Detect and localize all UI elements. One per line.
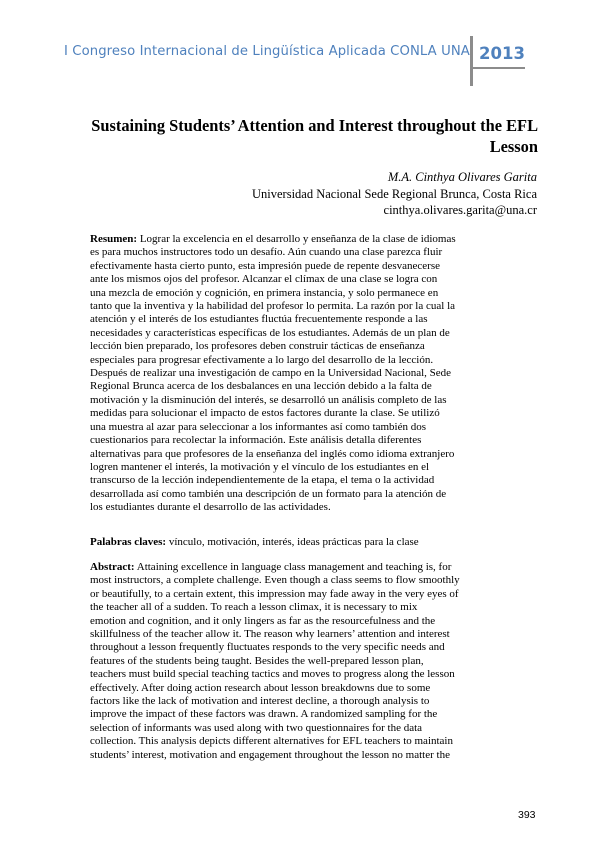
resumen-line: ante los mismos ojos del profesor. Alcanzar el clímax de una clase se logra con <box>90 273 438 286</box>
abstract-line: the teacher all of a sudden. To reach a lesson climax, it is necessary to mix <box>90 601 418 614</box>
resumen-line: medidas para solucionar el impacto de estos factores durante la clase. Se utilizó <box>90 407 440 420</box>
abstract-line: collection. This analysis depicts different alternatives for EFL teachers to maintain <box>90 735 453 748</box>
abstract-line: effectively. After doing action research about lesson breakdowns due to some <box>90 681 431 694</box>
author-name: M.A. Cinthya Olivares Garita <box>387 170 537 184</box>
abstract-line: students’ interest, motivation and engagement throughout the lesson no matter the <box>90 748 450 761</box>
abstract-line: throughout a lesson frequently fluctuates responds to the very specific needs and <box>90 641 445 654</box>
resumen-line: lección bien preparado, los profesores deben construir tácticas de enseñanza <box>90 340 425 353</box>
abstract-line: improve the impact of these factors was drawn. A randomized sampling for the <box>90 708 438 721</box>
resumen-line: los estudiantes durante el desarrollo de las actividades. <box>90 501 331 514</box>
conference-title: I Congreso Internacional de Lingüística Aplicada CONLA UNA <box>64 44 470 59</box>
author-email: cinthya.olivares.garita@una.cr <box>383 203 537 217</box>
resumen-line: Resumen: Lograr la excelencia en el desarrollo y enseñanza de la clase de idiomas <box>90 233 456 245</box>
paper-title <box>40 115 538 157</box>
header-horizontal-rule <box>473 67 525 69</box>
resumen-line: cuestionarios para recolectar la información. Este análisis detalla diferentes <box>90 434 422 447</box>
abstract-line: or beautifully, to a certain extent, this impression may fade away in the very eyes of <box>90 587 459 600</box>
conference-year: 2013 <box>479 44 525 63</box>
resumen-line: una mezcla de emoción y cognición, en primera instancia, y solo permanece en <box>90 286 439 299</box>
abstract-line: most instructors, a complete challenge. Even though a class seems to flow smoothly <box>90 574 460 587</box>
abstract-paragraph <box>90 561 504 762</box>
resumen-line: atención y el interés de los estudiantes fluctúa frecuentemente responde a las <box>90 313 428 326</box>
abstract-label: Abstract: <box>90 561 135 573</box>
abstract-line: skillfulness of the teacher allow it. The reason why learners’ attention and interest <box>90 628 450 641</box>
resumen-line: efectivamente hasta cierto punto, esta impresión puede de repente desvanecerse <box>90 259 441 272</box>
keywords-paragraph <box>90 536 502 549</box>
abstract-line: teachers must build special teaching tactics and moves to progress along the lesson <box>90 668 455 681</box>
resumen-line: desarrollada así como también una descripción de un formato para la atención de <box>90 487 447 500</box>
resumen-line: es para muchos instructores todo un desafío. Aún cuando una clase parezca fluir <box>90 246 443 259</box>
paper-title-line-2: Lesson <box>489 137 538 156</box>
resumen-line: transcurso de la lección independientemente de la etapa, el tema o la actividad <box>90 474 435 487</box>
resumen-line: tanto que la inventiva y la habilidad del profesor lo permita. La razón por la cual la <box>90 300 456 313</box>
resumen-paragraph <box>90 233 502 515</box>
abstract-line: features of the students being taught. Besides the well-prepared lesson plan, <box>90 654 424 667</box>
resumen-line: Después de realizar una investigación de campo en la Universidad Nacional, Sede <box>90 367 452 380</box>
keywords-line <box>90 536 502 549</box>
page-number: 393 <box>518 809 536 821</box>
resumen-line: alternativas para que profesores de la enseñanza del inglés como idioma extranjero <box>90 447 455 460</box>
author-block <box>150 169 537 219</box>
resumen-label: Resumen: <box>90 233 138 245</box>
abstract-line: Abstract: Attaining excellence in language class management and teaching is, for <box>90 561 452 573</box>
keywords-label: Palabras claves: <box>90 536 167 548</box>
abstract-line: emotion and cognition, and it only lingers as far as the resourcefulness and the <box>90 614 436 627</box>
keywords-text: vínculo, motivación, interés, ideas prácticas para la clase <box>166 536 419 548</box>
resumen-line: una muestra al azar para seleccionar a los informantes así como también dos <box>90 420 426 433</box>
author-affiliation: Universidad Nacional Sede Regional Brunca, Costa Rica <box>252 186 537 201</box>
abstract-line: factors like the lack of motivation and interest decline, a thorough analysis to <box>90 695 430 708</box>
header-vertical-rule <box>470 36 473 86</box>
resumen-line: necesidades y características específicas de los estudiantes. Además de un plan de <box>90 326 450 339</box>
resumen-line: especiales para progresar efectivamente a lo largo del desarrollo de la lección. <box>90 353 434 366</box>
resumen-line: motivación y la disminución del interés, se desarrolló un análisis completo de las <box>90 393 447 406</box>
abstract-line: selection of informants was used along with two questionnaires for the data <box>90 721 423 734</box>
page-header <box>0 0 598 88</box>
paper-title-line-1: Sustaining Students’ Attention and Interest throughout the EFL <box>91 116 538 135</box>
resumen-line: Regional Brunca acerca de los desbalances en una lección debido a la falta de <box>90 380 432 393</box>
resumen-line: logren mantener el interés, la motivación y el vínculo de los estudiantes en el <box>90 460 430 473</box>
